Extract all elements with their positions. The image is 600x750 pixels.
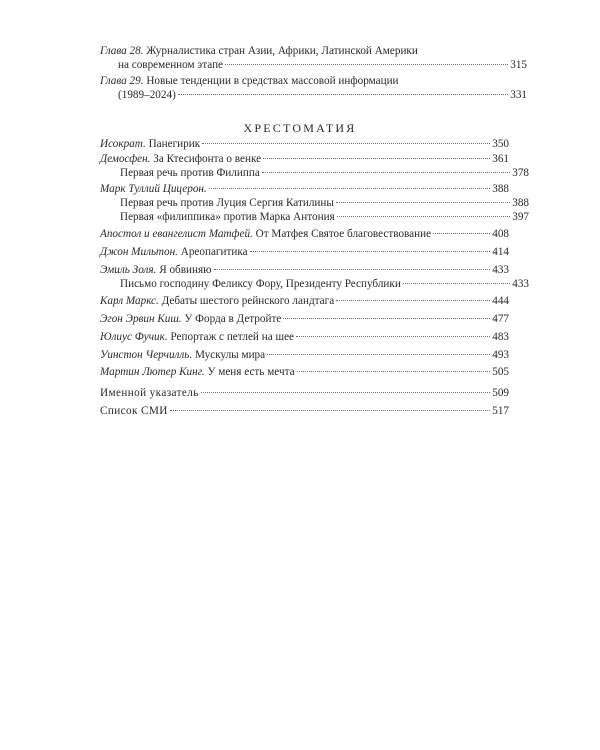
entry-subtitle: Первая речь против Луция Сергия Катилины	[120, 197, 334, 209]
toc-entry	[100, 330, 509, 344]
dot-leader	[262, 172, 510, 173]
section-heading: ХРЕСТОМАТИЯ	[243, 121, 357, 135]
entry-title: Список СМИ	[100, 405, 168, 417]
dot-leader	[296, 336, 490, 337]
toc-entry	[100, 348, 509, 362]
page-number: 315	[510, 59, 527, 71]
page-number: 493	[492, 349, 509, 361]
entry-subtitle: Первая речь против Филиппа	[120, 167, 260, 179]
toc-entry	[100, 152, 509, 166]
entry-author: Уинстон Черчилль.	[100, 349, 193, 361]
entry-author: Юлиус Фучик.	[100, 331, 168, 343]
page-number: 505	[492, 366, 509, 378]
page-number: 388	[492, 183, 509, 195]
page-number: 397	[512, 211, 529, 223]
page-number: 408	[492, 228, 509, 240]
dot-leader	[403, 283, 510, 284]
dot-leader	[170, 410, 491, 411]
dot-leader	[336, 202, 510, 203]
page-number: 433	[512, 278, 529, 290]
entry-title: Я обвиняю	[159, 264, 212, 276]
dot-leader	[267, 354, 490, 355]
chapter-title-line1: Новые тенденции в средствах массовой информации	[146, 75, 399, 87]
dot-leader	[178, 94, 508, 95]
page-number: 414	[492, 246, 509, 258]
toc-subentry	[100, 277, 529, 291]
dot-leader	[250, 251, 491, 252]
page-number: 378	[512, 167, 529, 179]
page-number: 331	[510, 89, 527, 101]
entry-author: Марк Туллий Цицерон.	[100, 183, 207, 195]
dot-leader	[297, 371, 491, 372]
dot-leader	[209, 188, 490, 189]
toc-entry	[100, 182, 509, 196]
entry-title: У меня есть мечта	[207, 366, 295, 378]
entry-author: Карл Маркс.	[100, 295, 159, 307]
toc-entry	[100, 245, 509, 259]
toc-entry	[100, 294, 509, 308]
page-number: 433	[492, 264, 509, 276]
dot-leader	[214, 269, 491, 270]
entry-subtitle: Первая «филиппика» против Марка Антония	[120, 211, 335, 223]
toc-entry	[100, 365, 509, 379]
page-number: 350	[492, 138, 509, 150]
entry-author: Джон Мильтон.	[100, 246, 178, 258]
entry-title: У Форда в Детройте	[184, 313, 282, 325]
toc-entry	[100, 227, 509, 241]
entry-author: Демосфен.	[100, 153, 151, 165]
entry-title: Дебаты шестого рейнского ландтага	[161, 295, 335, 307]
dot-leader	[336, 300, 490, 301]
entry-subtitle: Письмо господину Феликсу Фору, Президенту Республики	[120, 278, 401, 290]
toc-entry	[100, 263, 509, 277]
entry-title: Репортаж с петлей на шее	[170, 331, 295, 343]
entry-author: Исократ.	[100, 138, 146, 150]
page-number: 477	[492, 313, 509, 325]
chapter-label: Глава 28.	[100, 45, 144, 57]
dot-leader	[225, 64, 508, 65]
page-number: 444	[492, 295, 509, 307]
page-number: 517	[492, 405, 509, 417]
dot-leader	[337, 216, 511, 217]
chapter-title-line2: на современном этапе	[118, 59, 224, 71]
page-number: 388	[512, 197, 529, 209]
entry-title: Именной указатель	[100, 387, 199, 399]
dot-leader	[202, 143, 490, 144]
chapter-title-line2: (1989–2024)	[118, 89, 176, 101]
toc-index-entry	[100, 386, 509, 400]
dot-leader	[263, 158, 490, 159]
toc-chapter-29	[100, 74, 527, 102]
page-number: 509	[492, 387, 509, 399]
entry-title: Ареопагитика	[180, 246, 248, 258]
toc-subentry	[100, 166, 529, 180]
entry-author: Апостол и евангелист Матфей.	[100, 228, 253, 240]
chapter-label: Глава 29.	[100, 75, 144, 87]
toc-entry	[100, 312, 509, 326]
toc-subentry	[100, 196, 529, 210]
toc-subentry	[100, 210, 529, 224]
entry-title: За Ктесифонта о венке	[153, 153, 262, 165]
entry-title: Мускулы мира	[194, 349, 266, 361]
toc-media-list-entry	[100, 404, 509, 418]
toc-entry	[100, 137, 509, 151]
toc-chapter-28	[100, 44, 527, 72]
entry-author: Эгон Эрвин Киш.	[100, 313, 182, 325]
entry-author: Мартин Лютер Кинг.	[100, 366, 205, 378]
dot-leader	[433, 233, 490, 234]
page-number: 361	[492, 153, 509, 165]
entry-title: Панегирик	[148, 138, 201, 150]
dot-leader	[283, 318, 490, 319]
page-number: 483	[492, 331, 509, 343]
chapter-title-line1: Журналистика стран Азии, Африки, Латинской Америки	[146, 45, 418, 57]
dot-leader	[201, 392, 490, 393]
entry-title: От Матфея Святое благовествование	[255, 228, 432, 240]
entry-author: Эмиль Золя.	[100, 264, 157, 276]
